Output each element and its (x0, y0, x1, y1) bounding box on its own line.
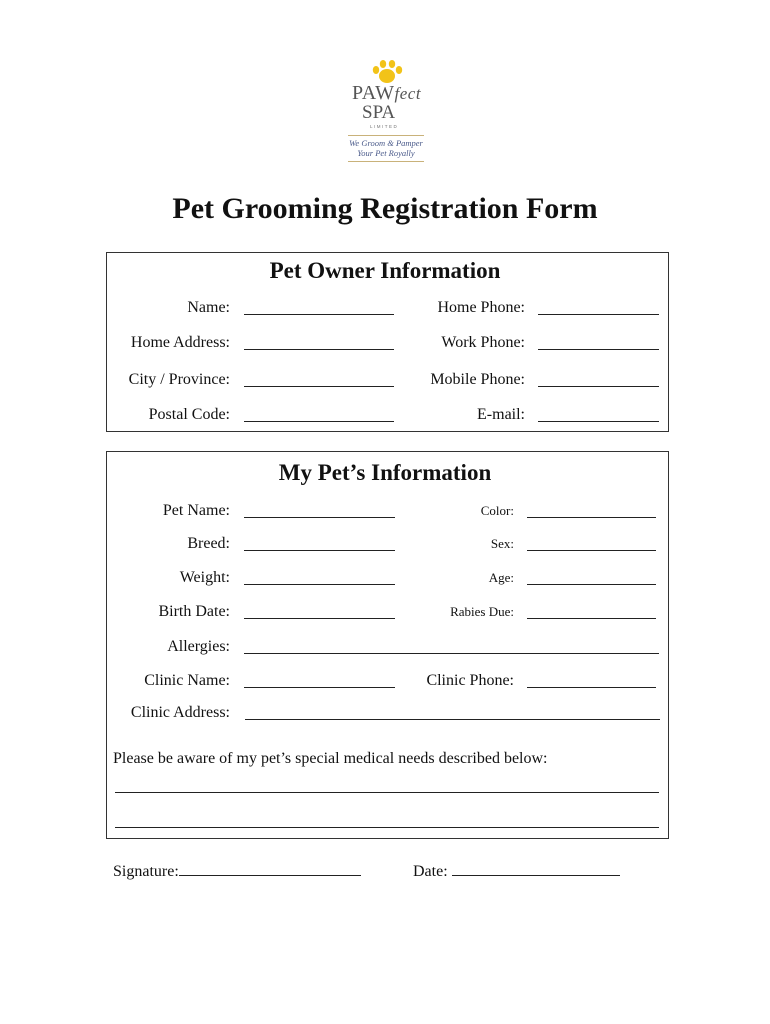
clinic-address-label: Clinic Address: (130, 704, 230, 721)
home-address-label: Home Address: (130, 334, 230, 351)
email-label: E-mail: (477, 406, 525, 423)
pet-owner-title: Pet Owner Information (269, 258, 501, 283)
work-phone-field[interactable] (538, 349, 659, 350)
clinic-name-label: Clinic Name: (144, 672, 230, 689)
brand-name-line2: SPA (362, 102, 396, 123)
signature-field[interactable] (179, 861, 361, 876)
birth-date-label: Birth Date: (158, 603, 230, 620)
brand-name-line1: PAWfect (352, 82, 422, 104)
email-field[interactable] (538, 421, 659, 422)
clinic-name-field[interactable] (244, 687, 395, 688)
pet-name-field[interactable] (244, 517, 395, 518)
pawfect-spa-logo (330, 58, 440, 168)
rabies-due-field[interactable] (527, 618, 656, 619)
age-field[interactable] (527, 584, 656, 585)
signature-label: Signature: (113, 863, 179, 880)
name-field[interactable] (244, 314, 394, 315)
brand-name-line3: LIMITED (370, 124, 399, 129)
city-province-field[interactable] (244, 386, 394, 387)
pet-name-label: Pet Name: (162, 502, 230, 519)
postal-code-field[interactable] (244, 421, 394, 422)
breed-label: Breed: (187, 535, 230, 552)
sex-label: Sex: (490, 536, 514, 551)
clinic-address-field[interactable] (245, 719, 660, 720)
name-label: Name: (187, 299, 230, 316)
pet-info-title: My Pet’s Information (278, 460, 492, 485)
age-label: Age: (488, 570, 514, 585)
clinic-phone-field[interactable] (527, 687, 656, 688)
tagline-divider-top (348, 135, 424, 136)
sex-field[interactable] (527, 550, 656, 551)
weight-field[interactable] (244, 584, 395, 585)
signature-row (113, 861, 361, 881)
brand-tagline: We Groom & Pamper Your Pet Royally (349, 138, 423, 158)
medical-needs-line-1[interactable] (115, 792, 659, 793)
date-label: Date: (413, 863, 452, 880)
home-phone-field[interactable] (538, 314, 659, 315)
rabies-due-label: Rabies Due: (450, 604, 514, 619)
postal-code-label: Postal Code: (148, 406, 230, 423)
tagline-divider-bottom (348, 161, 424, 162)
home-phone-label: Home Phone: (437, 299, 525, 316)
color-label: Color: (480, 503, 514, 518)
date-field[interactable] (452, 861, 620, 876)
home-address-field[interactable] (244, 349, 394, 350)
work-phone-label: Work Phone: (441, 334, 525, 351)
city-province-label: City / Province: (128, 371, 230, 388)
date-row (413, 861, 620, 881)
medical-needs-line-2[interactable] (115, 827, 659, 828)
mobile-phone-field[interactable] (538, 386, 659, 387)
allergies-field[interactable] (244, 653, 659, 654)
breed-field[interactable] (244, 550, 395, 551)
mobile-phone-label: Mobile Phone: (430, 371, 525, 388)
clinic-phone-label: Clinic Phone: (426, 672, 514, 689)
weight-label: Weight: (179, 569, 230, 586)
birth-date-field[interactable] (244, 618, 395, 619)
page-title: Pet Grooming Registration Form (172, 192, 598, 225)
color-field[interactable] (527, 517, 656, 518)
medical-needs-note: Please be aware of my pet’s special medical needs described below: (113, 750, 548, 767)
allergies-label: Allergies: (167, 638, 230, 655)
